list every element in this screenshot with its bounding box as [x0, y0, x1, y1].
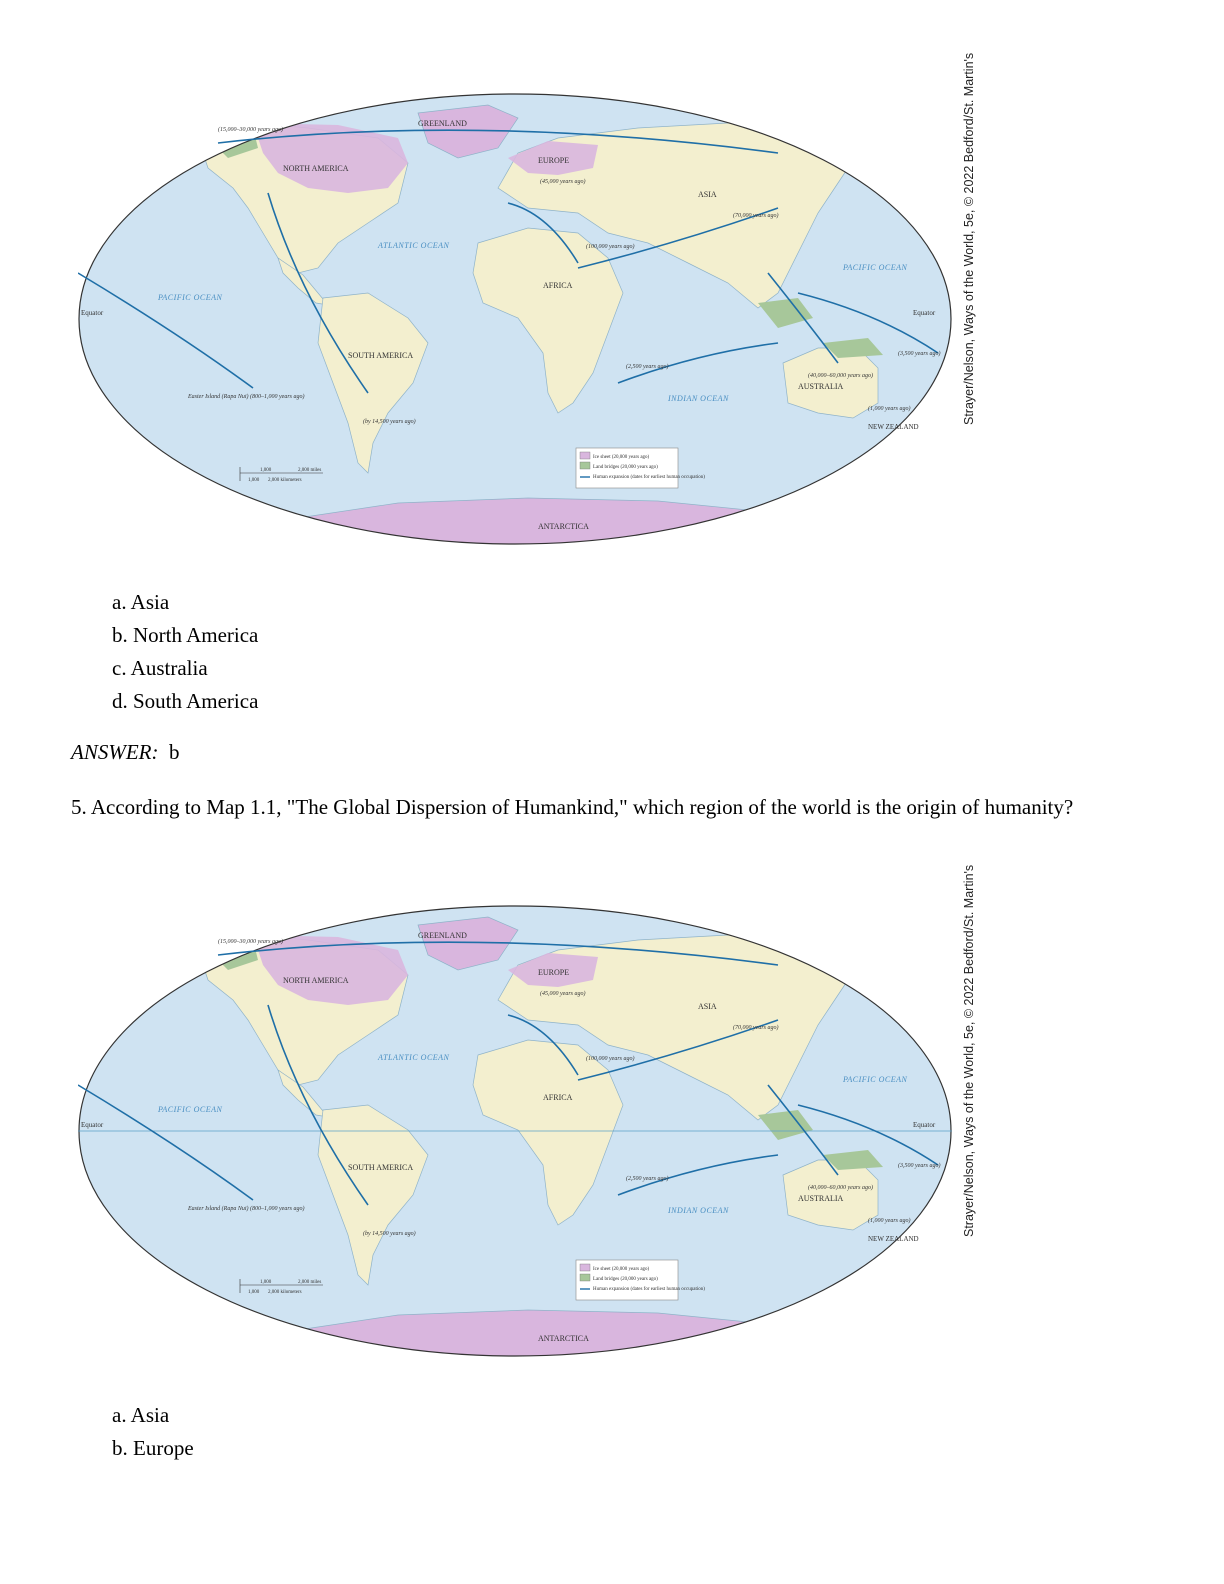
label-australia: AUSTRALIA — [798, 382, 844, 391]
q5-option-a: a. Asia — [112, 1403, 170, 1427]
legend-land-bridges: Land bridges (20,000 years ago) — [593, 1277, 658, 1282]
map-credit: Strayer/Nelson, Ways of the World, 5e, © 2022 Bedford/St. Martin's — [962, 864, 976, 1237]
label-equator-left: Equator — [81, 1121, 104, 1129]
label-europe: EUROPE — [538, 156, 570, 165]
label-equator-left: Equator — [81, 309, 104, 317]
label-australia: AUSTRALIA — [798, 1194, 844, 1203]
date-new-zealand: (1,000 years ago) — [868, 1218, 911, 1224]
date-north-america: (15,000–30,000 years ago) — [218, 939, 283, 945]
legend-ice-sheet: Ice sheet (20,000 years ago) — [593, 455, 650, 460]
date-europe: (45,000 years ago) — [540, 991, 586, 997]
label-asia: ASIA — [698, 1002, 717, 1011]
q4-option-a: a. Asia — [112, 590, 170, 614]
label-new-zealand: NEW ZEALAND — [868, 1235, 919, 1243]
date-asia: (70,000 years ago) — [733, 213, 779, 219]
map-2-global-dispersion — [78, 905, 952, 1357]
label-europe: EUROPE — [538, 968, 570, 977]
date-europe: (45,000 years ago) — [540, 179, 586, 185]
world-map-svg — [78, 905, 952, 1357]
scale-2000-mi: 2,000 miles — [298, 1280, 322, 1285]
date-madagascar: (2,500 years ago) — [626, 364, 669, 370]
answer-value: b — [168, 740, 180, 764]
label-pacific-ocean-east: PACIFIC OCEAN — [843, 1075, 908, 1084]
date-australia: (40,000–60,000 years ago) — [808, 1185, 873, 1191]
answer-label: ANSWER: — [71, 740, 159, 764]
map-credit: Strayer/Nelson, Ways of the World, 5e, © 2022 Bedford/St. Martin's — [962, 52, 976, 425]
date-madagascar: (2,500 years ago) — [626, 1176, 669, 1182]
label-north-america: NORTH AMERICA — [283, 164, 349, 173]
scale-1000-mi: 1,000 — [260, 1280, 272, 1285]
world-map-svg — [78, 93, 952, 545]
legend-land-bridges: Land bridges (20,000 years ago) — [593, 465, 658, 470]
label-atlantic-ocean: ATLANTIC OCEAN — [378, 1053, 450, 1062]
date-south-america: (by 14,500 years ago) — [363, 1231, 416, 1237]
label-atlantic-ocean: ATLANTIC OCEAN — [378, 241, 450, 250]
q4-option-c: c. Australia — [112, 656, 208, 680]
date-pacific: (3,500 years ago) — [898, 351, 941, 357]
q4-option-b: b. North America — [112, 623, 259, 647]
date-easter-island: Easter Island (Rapa Nui) (800–1,000 years ago) — [188, 394, 305, 400]
q5-option-b: b. Europe — [112, 1436, 194, 1460]
scale-1000-km: 1,000 — [248, 1290, 260, 1295]
label-asia: ASIA — [698, 190, 717, 199]
date-asia: (70,000 years ago) — [733, 1025, 779, 1031]
label-south-america: SOUTH AMERICA — [348, 1163, 414, 1172]
label-greenland: GREENLAND — [418, 931, 467, 940]
scale-2000-km: 2,000 kilometers — [268, 1290, 302, 1295]
q4-option-d: d. South America — [112, 689, 259, 713]
label-south-america: SOUTH AMERICA — [348, 351, 414, 360]
label-antarctica: ANTARCTICA — [538, 522, 589, 531]
label-antarctica: ANTARCTICA — [538, 1334, 589, 1343]
date-africa: (100,000 years ago) — [586, 1056, 635, 1062]
date-pacific: (3,500 years ago) — [898, 1163, 941, 1169]
label-pacific-ocean-west: PACIFIC OCEAN — [158, 1105, 223, 1114]
scale-1000-km: 1,000 — [248, 478, 260, 483]
label-north-america: NORTH AMERICA — [283, 976, 349, 985]
label-africa: AFRICA — [543, 1093, 573, 1102]
date-new-zealand: (1,000 years ago) — [868, 406, 911, 412]
date-africa: (100,000 years ago) — [586, 244, 635, 250]
label-new-zealand: NEW ZEALAND — [868, 423, 919, 431]
date-easter-island: Easter Island (Rapa Nui) (800–1,000 years ago) — [188, 1206, 305, 1212]
legend-human-expansion: Human expansion (dates for earliest human occupation) — [593, 475, 705, 480]
date-north-america: (15,000–30,000 years ago) — [218, 127, 283, 133]
label-pacific-ocean-east: PACIFIC OCEAN — [843, 263, 908, 272]
legend-ice-sheet: Ice sheet (20,000 years ago) — [593, 1267, 650, 1272]
q5-question: 5. According to Map 1.1, "The Global Dispersion of Humankind," which region of the world is the origin of humanity? — [71, 795, 1074, 819]
date-south-america: (by 14,500 years ago) — [363, 419, 416, 425]
scale-2000-mi: 2,000 miles — [298, 468, 322, 473]
label-equator-right: Equator — [913, 1121, 936, 1129]
label-equator-right: Equator — [913, 309, 936, 317]
scale-1000-mi: 1,000 — [260, 468, 272, 473]
label-indian-ocean: INDIAN OCEAN — [668, 1206, 729, 1215]
date-australia: (40,000–60,000 years ago) — [808, 373, 873, 379]
label-africa: AFRICA — [543, 281, 573, 290]
label-greenland: GREENLAND — [418, 119, 467, 128]
map-1-global-dispersion — [78, 93, 952, 545]
label-pacific-ocean-west: PACIFIC OCEAN — [158, 293, 223, 302]
legend-human-expansion: Human expansion (dates for earliest human occupation) — [593, 1287, 705, 1292]
q4-answer — [71, 740, 179, 765]
scale-2000-km: 2,000 kilometers — [268, 478, 302, 483]
label-indian-ocean: INDIAN OCEAN — [668, 394, 729, 403]
